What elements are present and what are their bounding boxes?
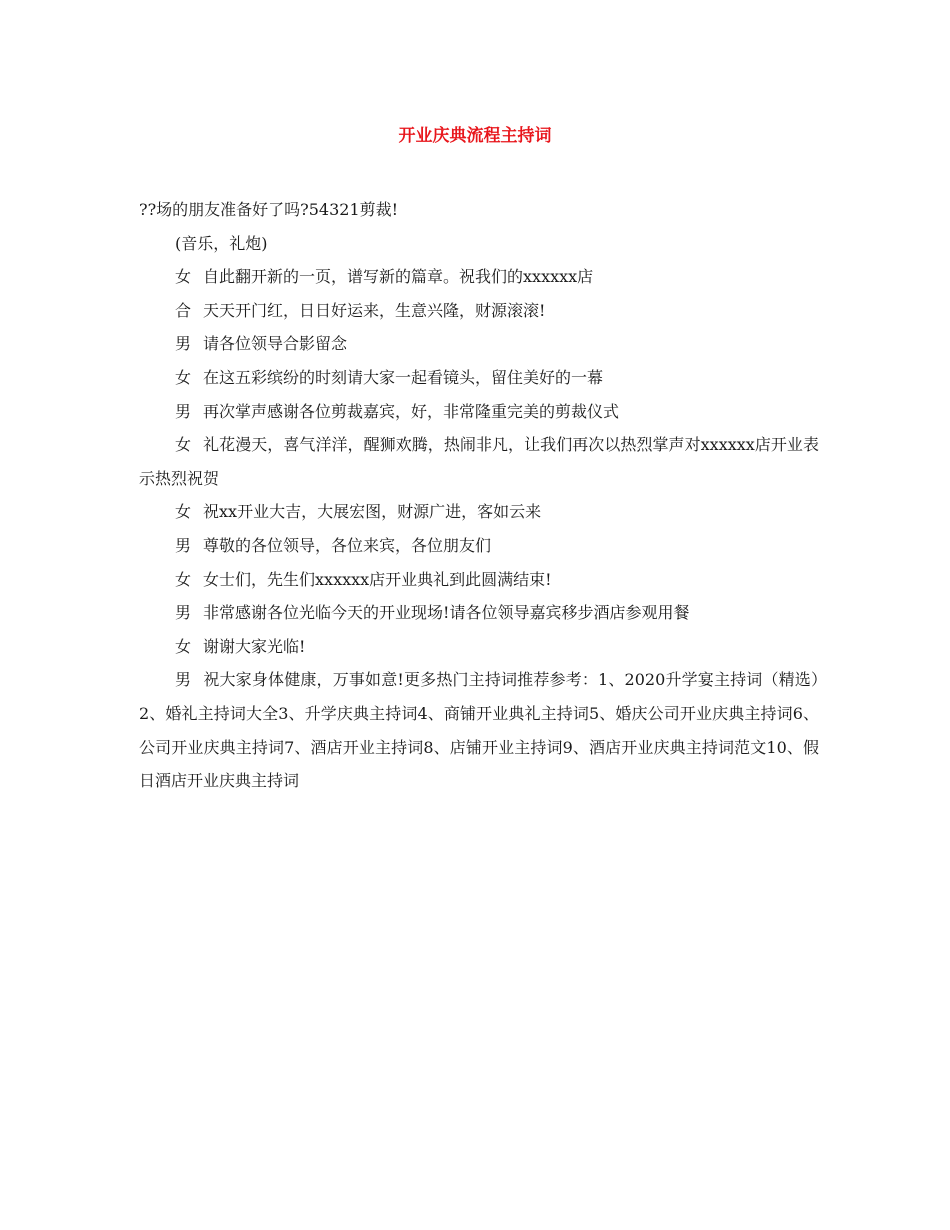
speaker-label: 女 (175, 435, 192, 455)
paragraph-stage-direction (139, 227, 819, 261)
paragraph-text: 礼花漫天，喜气洋洋，醒狮欢腾，热闹非凡，让我们再次以热烈掌声对xxxxxx店开业表示热烈祝贺 (139, 435, 819, 488)
paragraph-dialogue (139, 395, 819, 429)
paragraph-dialogue (139, 596, 819, 630)
paragraph-text: ??场的朋友准备好了吗?54321剪裁! (139, 200, 399, 219)
speaker-label: 男 (175, 535, 192, 555)
paragraph-dialogue (139, 663, 819, 797)
paragraph-text: 天天开门红，日日好运来，生意兴隆，财源滚滚! (203, 300, 546, 320)
paragraph-dialogue (139, 361, 819, 395)
paragraph-text: 祝大家身体健康，万事如意!更多热门主持词推荐参考：1、2020升学宴主持词（精选）2、婚礼主持词大全3、升学庆典主持词4、商铺开业典礼主持词5、婚庆公司开业庆典主持词6、公司开业庆典主持词7、酒店开业主持词8、店铺开业主持词9、酒店开业庆典主持词范文10、假日酒店开业庆典主持词 (139, 670, 819, 791)
paragraph-text: (音乐，礼炮) (175, 233, 268, 253)
paragraph-countdown (139, 193, 819, 227)
document-body (139, 193, 819, 798)
paragraph-text: 再次掌声感谢各位剪裁嘉宾，好，非常隆重完美的剪裁仪式 (203, 401, 620, 421)
speaker-label: 女 (175, 569, 192, 589)
paragraph-text: 自此翻开新的一页，谱写新的篇章。祝我们的xxxxxx店 (203, 267, 594, 287)
paragraph-dialogue (139, 294, 819, 328)
document-title: 开业庆典流程主持词 (398, 126, 552, 146)
paragraph-text: 女士们，先生们xxxxxx店开业典礼到此圆满结束! (203, 569, 552, 589)
paragraph-dialogue (139, 428, 819, 495)
paragraph-dialogue (139, 327, 819, 361)
paragraph-text: 谢谢大家光临! (203, 636, 306, 656)
paragraph-text: 尊敬的各位领导，各位来宾，各位朋友们 (203, 535, 492, 555)
speaker-label: 女 (175, 636, 192, 656)
speaker-label: 男 (175, 670, 192, 690)
paragraph-dialogue (139, 630, 819, 664)
paragraph-text: 非常感谢各位光临今天的开业现场!请各位领导嘉宾移步酒店参观用餐 (203, 603, 690, 623)
speaker-label: 男 (175, 334, 192, 354)
paragraph-text: 在这五彩缤纷的时刻请大家一起看镜头，留住美好的一幕 (203, 367, 604, 387)
paragraph-dialogue (139, 529, 819, 563)
speaker-label: 男 (175, 603, 192, 623)
speaker-label: 女 (175, 502, 192, 522)
paragraph-text: 祝xx开业大吉，大展宏图，财源广进，客如云来 (203, 502, 542, 522)
speaker-label: 男 (175, 401, 192, 421)
speaker-label: 合 (175, 300, 192, 320)
speaker-label: 女 (175, 367, 192, 387)
speaker-label: 女 (175, 267, 192, 287)
paragraph-dialogue (139, 260, 819, 294)
paragraph-text: 请各位领导合影留念 (203, 334, 348, 354)
paragraph-dialogue (139, 563, 819, 597)
paragraph-dialogue (139, 495, 819, 529)
